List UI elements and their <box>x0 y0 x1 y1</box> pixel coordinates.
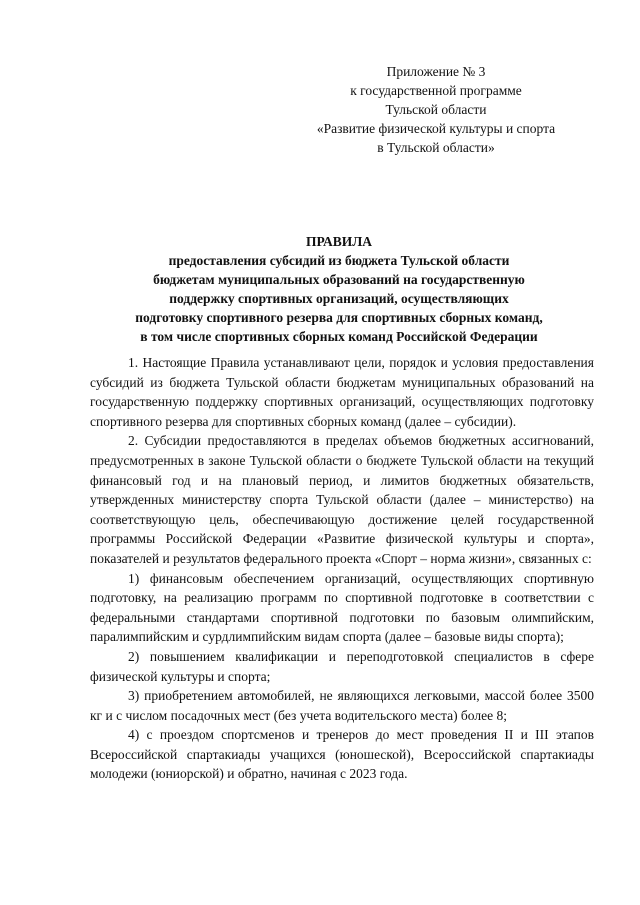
list-item-1: 1) финансовым обеспечением организаций, осуществляющих спортивную подготовку, на реализацию программ по спортивной подготовке в соответствии с федеральными стандартами спортивной подготовки по базовым олимпийским, паралимпийским и сурдлимпийским видам спорта (далее – базовые виды спорта); <box>90 570 594 645</box>
appendix-line: «Развитие физической культуры и спорта <box>316 121 556 136</box>
document-subtitle-line: в том числе спортивных сборных команд Российской Федерации <box>140 329 538 344</box>
document-heading: ПРАВИЛА <box>305 234 373 249</box>
document-subtitle-line: поддержку спортивных организаций, осуществляющих <box>169 291 509 306</box>
document-body <box>90 353 594 784</box>
document-subtitle-line: бюджетам муниципальных образований на государственную <box>153 272 525 287</box>
list-item-2: 2) повышением квалификации и переподготовкой специалистов в сфере физической культуры и спорта; <box>90 648 594 684</box>
paragraph-2: 2. Субсидии предоставляются в пределах объемов бюджетных ассигнований, предусмотренных в законе Тульской области о бюджете Тульской области на текущий финансовый год и на плановый период, и лимитов бюджетных обязательств, утвержденных министерству спорта Тульской области (далее – министерство) на соответствующую цель, обеспечивающую достижение целей государственной программы Российской Федерации «Развитие физической культуры и спорта», показателей и результатов федерального проекта «Спорт – норма жизни», связанных с: <box>90 433 594 566</box>
appendix-header <box>286 62 586 157</box>
list-item-3: 3) приобретением автомобилей, не являющихся легковыми, массой более 3500 кг и с числом посадочных мест (без учета водительского места) более 8; <box>90 688 594 723</box>
appendix-number: Приложение № 3 <box>386 64 486 79</box>
document-subtitle-line: предоставления субсидий из бюджета Тульской области <box>168 253 510 268</box>
appendix-line: к государственной программе <box>350 83 522 98</box>
document-title <box>60 232 618 346</box>
appendix-line: Тульской области <box>385 102 487 117</box>
paragraph-1: 1. Настоящие Правила устанавливают цели, порядок и условия предоставления субсидий из бюджета Тульской области бюджетам муниципальных образований на государственную поддержку спортивных организаций, осуществляющих подготовку спортивного резерва для спортивных сборных команд (далее – субсидии). <box>90 355 594 429</box>
appendix-line: в Тульской области» <box>377 140 495 155</box>
list-item-4: 4) с проездом спортсменов и тренеров до мест проведения II и III этапов Всероссийской спартакиады учащихся (юношеской), Всероссийской спартакиады молодежи (юниорской) и обратно, начиная с 2023 года. <box>90 727 594 782</box>
document-subtitle-line: подготовку спортивного резерва для спортивных сборных команд, <box>135 310 543 325</box>
